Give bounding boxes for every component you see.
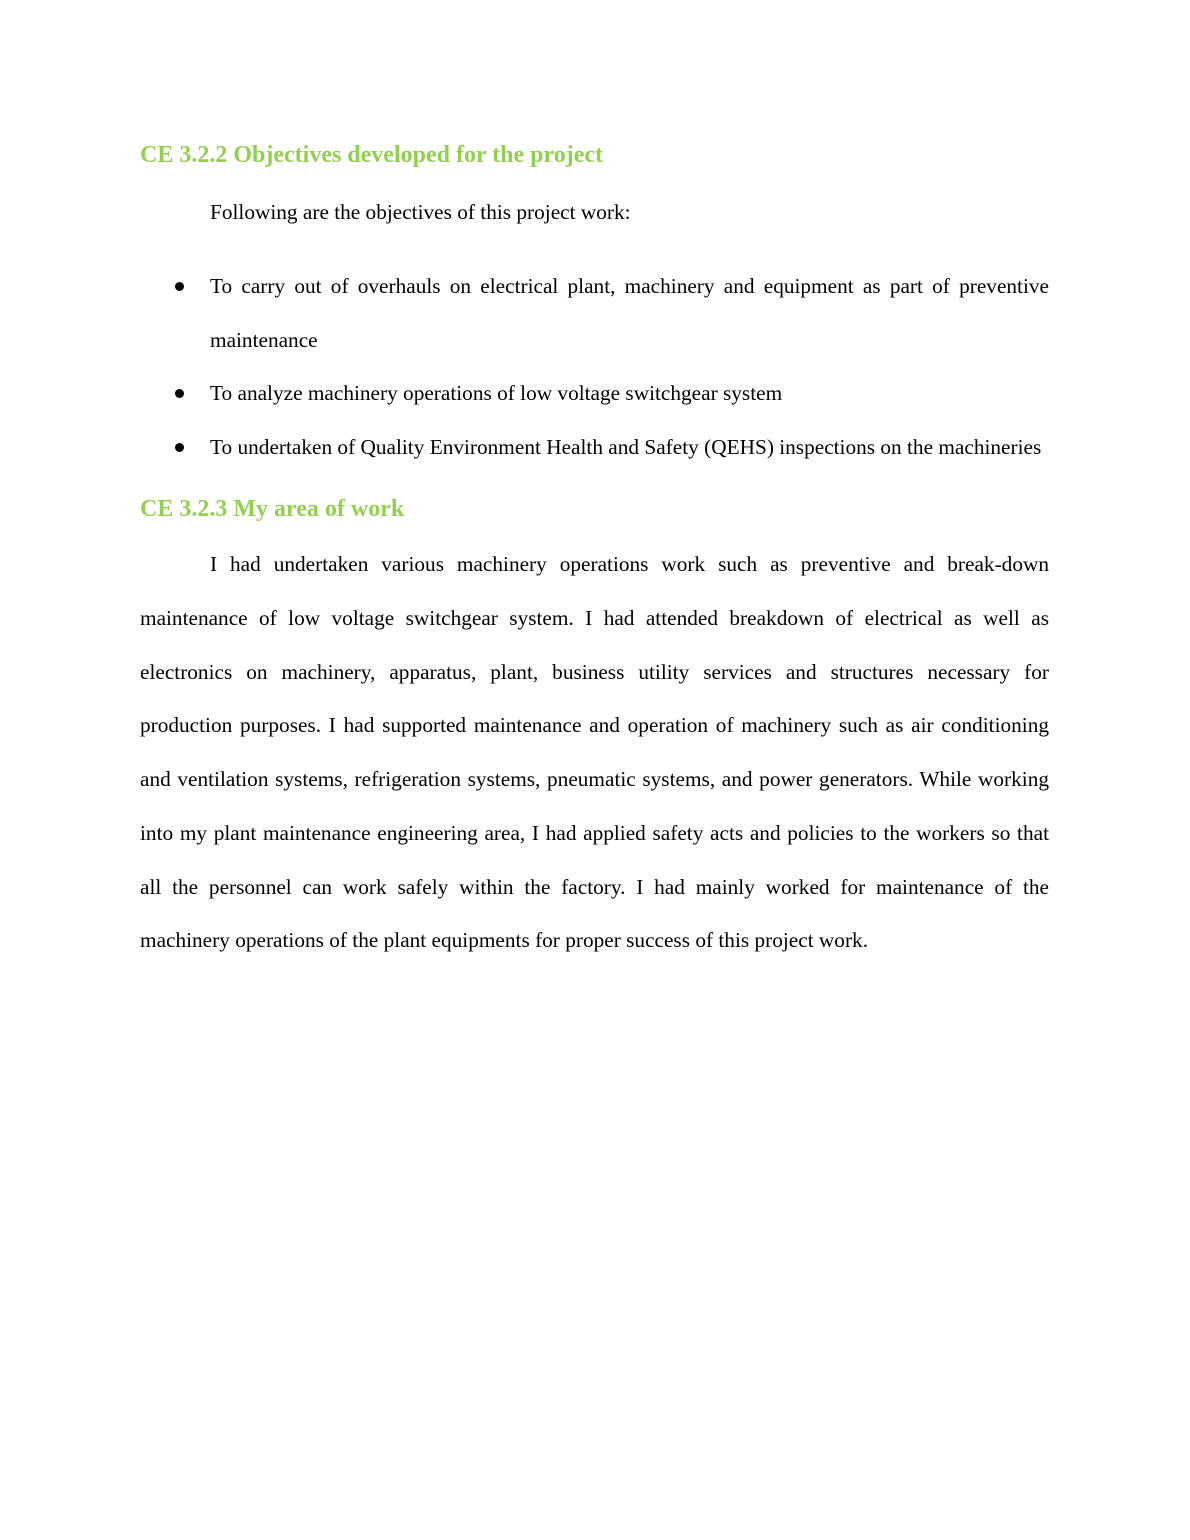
objectives-list [140, 260, 1049, 474]
area-of-work-paragraph: I had undertaken various machinery operations work such as preventive and break-down maintenance of low voltage switchgear system. I had attended breakdown of electrical as well as electronics on machinery, apparatus, plant, business utility services and structures necessary for production purposes. I had supported maintenance and operation of machinery such as air conditioning and ventilation systems, refrigeration systems, pneumatic systems, and power generators. While working into my plant maintenance engineering area, I had applied safety acts and policies to the workers so that all the personnel can work safely within the factory. I had mainly worked for maintenance of the machinery operations of the plant equipments for proper success of this project work. [140, 552, 1049, 953]
objectives-intro: Following are the objectives of this project work: [210, 200, 631, 224]
bullet-icon [175, 389, 184, 398]
list-item [140, 421, 1049, 475]
list-item-text: To carry out of overhauls on electrical plant, machinery and equipment as part of preventive maintenance [210, 274, 1049, 352]
list-item [140, 260, 1049, 367]
list-item-text: To undertaken of Quality Environment Health and Safety (QEHS) inspections on the machineries [210, 434, 1042, 459]
page-content [140, 140, 1049, 968]
bullet-icon [175, 443, 184, 452]
list-item-text: To analyze machinery operations of low voltage switchgear system [210, 381, 783, 406]
bullet-icon [175, 282, 184, 291]
section-heading-area-of-work: CE 3.2.3 My area of work [140, 496, 405, 523]
section-heading-objectives: CE 3.2.2 Objectives developed for the project [140, 142, 604, 168]
list-item [140, 367, 1049, 421]
